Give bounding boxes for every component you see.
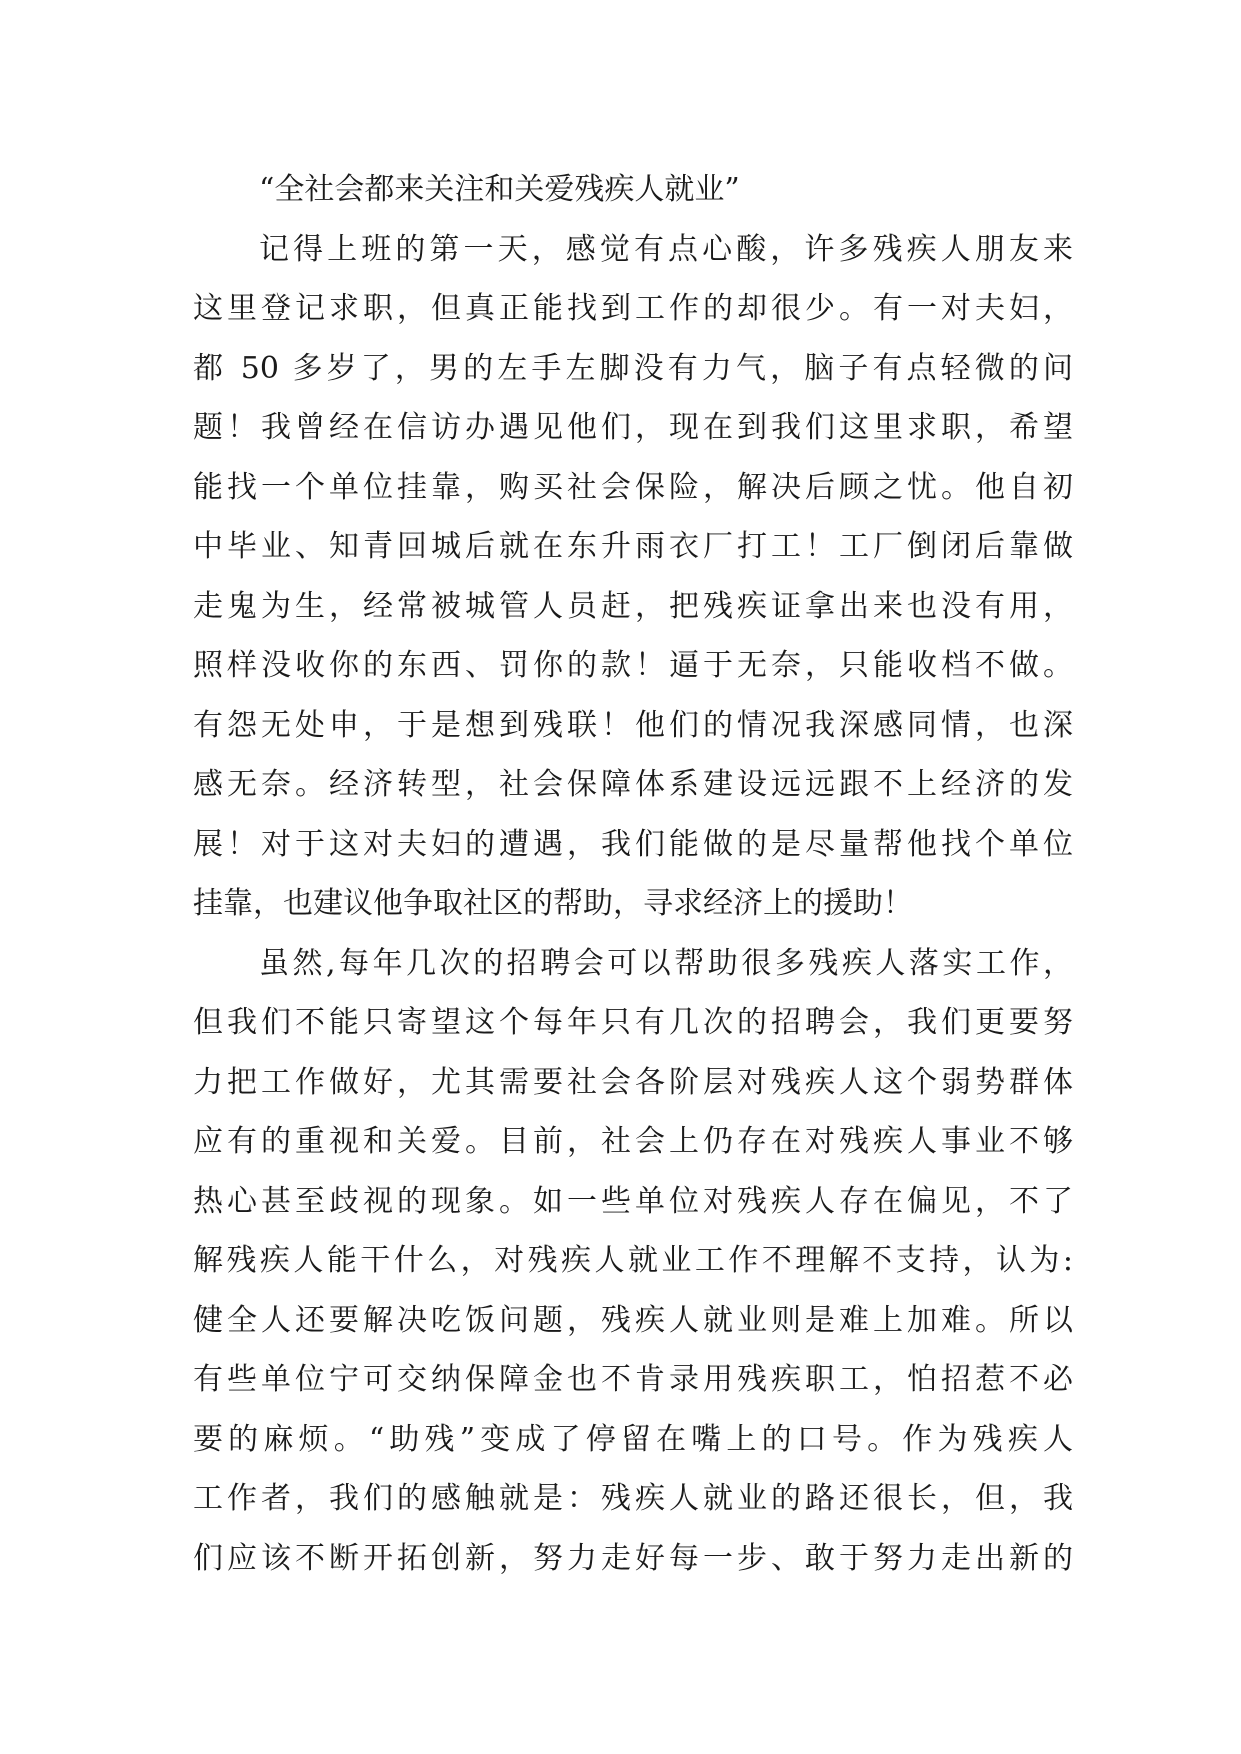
paragraph-line: 但我们不能只寄望这个每年只有几次的招聘会，我们更要努 [193, 1005, 1073, 1040]
document-title: “全社会都来关注和关爱残疾人就业” [259, 172, 740, 207]
paragraph-line: 力把工作做好，尤其需要社会各阶层对残疾人这个弱势群体 [193, 1064, 1073, 1100]
paragraph-line: 健全人还要解决吃饭问题，残疾人就业则是难上加难。所以 [193, 1302, 1073, 1338]
paragraph-line: 走鬼为生，经常被城管人员赶，把残疾证拿出来也没有用， [193, 588, 1073, 624]
paragraph-line: 题！我曾经在信访办遇见他们，现在到我们这里求职，希望 [193, 410, 1073, 445]
paragraph-line: 们应该不断开拓创新，努力走好每一步、敢于努力走出新的 [193, 1540, 1073, 1576]
paragraph-line: 这里登记求职，但真正能找到工作的却很少。有一对夫妇， [193, 291, 1073, 326]
paragraph-1 [193, 220, 1073, 934]
paragraph-line: 感无奈。经济转型，社会保障体系建设远远跟不上经济的发 [193, 767, 1073, 802]
paragraph-line: 应有的重视和关爱。目前，社会上仍存在对残疾人事业不够 [193, 1124, 1073, 1159]
paragraph-line: 都 50 多岁了，男的左手左脚没有力气，脑子有点轻微的问 [193, 350, 1073, 386]
paragraph-line: 能找一个单位挂靠，购买社会保险，解决后顾之忧。他自初 [193, 469, 1073, 505]
paragraph-line: 展！对于这对夫妇的遭遇，我们能做的是尽量帮他找个单位 [193, 826, 1073, 862]
paragraph-line: 挂靠，也建议他争取社区的帮助，寻求经济上的援助！ [193, 886, 913, 921]
paragraph-line: 解残疾人能干什么，对残疾人就业工作不理解不支持，认为: [193, 1243, 1073, 1278]
paragraph-line: 虽然,每年几次的招聘会可以帮助很多残疾人落实工作， [259, 945, 1073, 981]
paragraph-2 [193, 934, 1073, 1589]
document-body [193, 160, 1073, 1588]
paragraph-line: 记得上班的第一天，感觉有点心酸，许多残疾人朋友来 [259, 231, 1073, 267]
paragraph-line: 有些单位宁可交纳保障金也不肯录用残疾职工，怕招惹不必 [193, 1362, 1073, 1397]
paragraph-line: 要的麻烦。“助残”变成了停留在嘴上的口号。作为残疾人 [193, 1421, 1073, 1457]
paragraph-line: 工作者，我们的感触就是：残疾人就业的路还很长，但，我 [193, 1481, 1073, 1516]
paragraph-line: 照样没收你的东西、罚你的款！逼于无奈，只能收档不做。 [193, 648, 1073, 683]
paragraph-line: 热心甚至歧视的现象。如一些单位对残疾人存在偏见，不了 [193, 1183, 1073, 1219]
paragraph-line: 中毕业、知青回城后就在东升雨衣厂打工！工厂倒闭后靠做 [193, 529, 1073, 564]
paragraph-line: 有怨无处申，于是想到残联！他们的情况我深感同情，也深 [193, 707, 1073, 743]
